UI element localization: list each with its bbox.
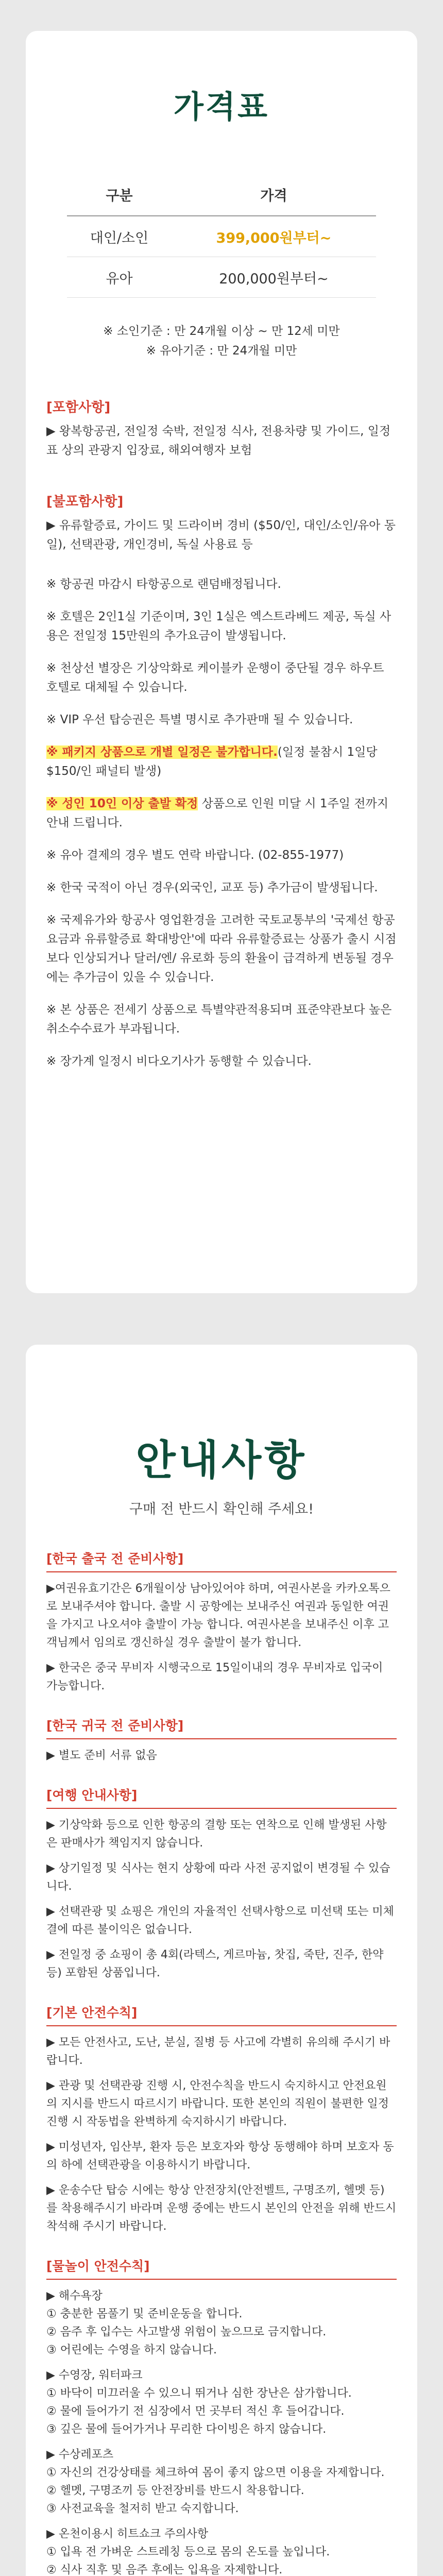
excludes-heading: [불포함사항] xyxy=(46,494,124,510)
age-notes xyxy=(26,321,417,361)
section-text: ▶ 운송수단 탑승 시에는 항상 안전장치(안전벨트, 구명조끼, 헬멧 등) 를 착용해주시기 바라며 운행 중에는 반드시 본인의 안전을 위해 반드시 착석해 주시기 바랍니다. xyxy=(46,2184,397,2233)
price-title: 가격표 xyxy=(174,89,269,125)
table-row xyxy=(67,216,376,257)
section-heading: [한국 귀국 전 준비사항] xyxy=(46,1716,397,1739)
price-category: 유아 xyxy=(67,257,172,298)
section-text: ▶ 별도 준비 서류 없음 xyxy=(46,1749,157,1762)
price-value: 399,000원부터~ xyxy=(172,216,376,257)
section-text: ▶ 미성년자, 임산부, 환자 등은 보호자와 항상 동행해야 하며 보호자 동의 하에 선택관광을 이용하시기 바랍니다. xyxy=(46,2141,394,2172)
section-heading: [여행 안내사항] xyxy=(46,1785,397,1809)
price-category: 대인/소인 xyxy=(67,216,172,257)
note-item: ※ 호텔은 2인1실 기준이며, 3인 1실은 엑스트라베드 제공, 독실 사용은 전일정 15만원의 추가요금이 발생됩니다. xyxy=(46,610,391,642)
section-water-safety xyxy=(46,2256,397,2576)
notes-section xyxy=(46,575,397,1071)
section-text: ▶ 한국은 중국 무비자 시행국으로 15일이내의 경우 무비자로 입국이 가능합니다. xyxy=(46,1662,383,1692)
includes-heading: [포함사항] xyxy=(46,400,111,415)
section-heading: [물놀이 안전수칙] xyxy=(46,2256,397,2280)
section-text: ▶여권유효기간은 6개월이상 남아있어야 하며, 여권사본을 카카오톡으로 보내주셔야 합니다. 출발 시 공항에는 보내주신 여권과 동일한 여권을 가지고 나오셔야 출발이 가능 합니다. 여권사본을 보내주신 이후 고객님께서 임의로 갱신하실 경우 출발이 불가 합니다. xyxy=(46,1582,390,1649)
section-text: ▶ 관광 및 선택관광 진행 시, 안전수칙을 반드시 숙지하시고 안전요원의 지시를 반드시 따르시기 바랍니다. 또한 본인의 직원이 불편한 일정 진행 시 작동법을 완벽하게 숙지하시기 바랍니다. xyxy=(46,2079,389,2128)
section-heading: [기본 안전수칙] xyxy=(46,2003,397,2026)
note-text: 상품으로 인원 미달 시 1주일 전까지 안내 드립니다. xyxy=(46,797,388,829)
section-return xyxy=(46,1716,397,1765)
excludes-section xyxy=(46,491,397,554)
price-card xyxy=(26,31,417,1293)
section-text: ▶ 수영장, 워터파크 ① 바닥이 미끄러울 수 있으니 뛰거나 심한 장난은 삼가합니다. ② 물에 들어가기 전 심장에서 먼 곳부터 적신 후 들어갑니다. ③ 깊은 물에 들어가거나 무리한 다이빙은 하지 않습니다. xyxy=(46,2369,352,2436)
section-text: ▶ 온천이용시 히트쇼크 주의사항 ① 입욕 전 가벼운 스트레칭 등으로 몸의 온도를 높입니다. ② 식사 직후 및 음주 후에는 입욕을 자제합니다. xyxy=(46,2528,330,2576)
price-header-category: 구분 xyxy=(67,173,172,216)
note-item: ※ 본 상품은 전세기 상품으로 특별약관적용되며 표준약관보다 높은 취소수수료가 부과됩니다. xyxy=(46,1003,392,1036)
price-value: 200,000원부터~ xyxy=(172,257,376,298)
section-text: ▶ 수상레포츠 ① 자신의 건강상태를 체크하여 몸이 좋지 않으면 이용을 자제합니다. ② 헬멧, 구명조끼 등 안전장비를 반드시 착용합니다. ③ 사전교육을 철저히 받고 숙지합니다. xyxy=(46,2448,385,2515)
note-item: ※ 항공권 마감시 타항공으로 랜덤배정됩니다. xyxy=(46,578,281,591)
note-item: ※ 장가계 일정시 비다오기사가 동행할 수 있습니다. xyxy=(46,1055,312,1068)
section-text: ▶ 선택관광 및 쇼핑은 개인의 자율적인 선택사항으로 미선택 또는 미체결에 따른 불이익은 없습니다. xyxy=(46,1905,394,1936)
highlight-text: ※ 패키지 상품으로 개별 일정은 불가합니다. xyxy=(46,745,278,759)
highlight-text: ※ 성인 10인 이상 출발 확정 xyxy=(46,797,198,810)
child-age-note: ※ 소인기준 : 만 24개월 이상 ~ 만 12세 미만 xyxy=(103,325,340,338)
notice-subtitle: 구매 전 반드시 확인해 주세요! xyxy=(129,1501,314,1517)
notice-title: 안내사항 xyxy=(135,1436,308,1484)
notice-card xyxy=(26,1345,417,2576)
price-table xyxy=(67,173,376,298)
note-item xyxy=(46,794,397,833)
note-item: ※ VIP 우선 탑승권은 특별 명시로 추가판매 될 수 있습니다. xyxy=(46,713,353,726)
note-item: ※ 유아 결제의 경우 별도 연락 바랍니다. (02-855-1977) xyxy=(46,849,344,862)
section-departure xyxy=(46,1549,397,1695)
price-header-price: 가격 xyxy=(172,173,376,216)
includes-text: ▶ 왕복항공권, 전일정 숙박, 전일정 식사, 전용차량 및 가이드, 일정표 상의 관광지 입장료, 해외여행자 보험 xyxy=(46,425,391,457)
section-text: ▶ 기상악화 등으로 인한 항공의 결항 또는 연착으로 인해 발생된 사항은 판매사가 책임지지 않습니다. xyxy=(46,1819,387,1850)
section-text: ▶ 해수욕장 ① 충분한 몸풀기 및 준비운동을 합니다. ② 음주 후 입수는 사고발생 위험이 높으므로 금지합니다. ③ 어린에는 수영을 하지 않습니다. xyxy=(46,2290,327,2357)
section-text: ▶ 전일정 중 쇼핑이 총 4회(라텍스, 게르마늄, 찻집, 죽탄, 진주, 한약 등) 포함된 상품입니다. xyxy=(46,1948,384,1979)
note-item: ※ 천상선 별장은 기상악화로 케이블카 운행이 중단될 경우 하우트 호텔로 대체될 수 있습니다. xyxy=(46,662,384,694)
excludes-text: ▶ 유류할증료, 가이드 및 드라이버 경비 ($50/인, 대인/소인/유아 동일), 선택관광, 개인경비, 독실 사용료 등 xyxy=(46,519,396,551)
section-text: ▶ 모든 안전사고, 도난, 분실, 질병 등 사고에 각별히 유의해 주시기 바랍니다. xyxy=(46,2036,390,2067)
note-text: (일정 불참시 1일당 $150/인 패널티 발생) xyxy=(46,745,378,778)
includes-section xyxy=(46,397,397,460)
section-safety xyxy=(46,2003,397,2235)
infant-age-note: ※ 유아기준 : 만 24개월 미만 xyxy=(146,344,297,358)
note-item xyxy=(46,743,397,781)
note-item: ※ 한국 국적이 아닌 경우(외국인, 교포 등) 추가금이 발생됩니다. xyxy=(46,881,378,894)
table-row xyxy=(67,257,376,298)
section-travel-guide xyxy=(46,1785,397,1982)
section-text: ▶ 상기일정 및 식사는 현지 상황에 따라 사전 공지없이 변경될 수 있습니다. xyxy=(46,1862,390,1893)
note-item: ※ 국제유가와 항공사 영업환경을 고려한 국토교통부의 '국제선 항공 요금과 유류할증료 확대방안'에 따라 유류할증료는 상품가 출시 시점 보다 인상되거나 달러/엔/ 유로화 등의 환율이 급격하게 변동될 경우에는 추가금이 있을 수 있습니다. xyxy=(46,913,397,984)
section-heading: [한국 출국 전 준비사항] xyxy=(46,1549,397,1572)
